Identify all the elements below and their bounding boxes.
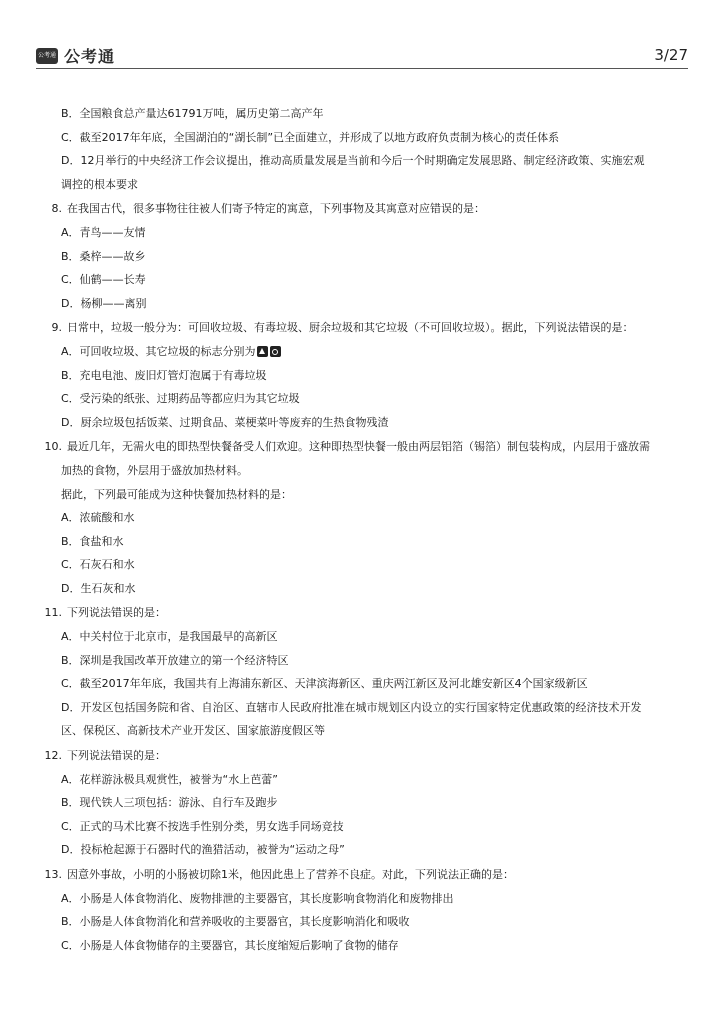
option-line: C．截至2017年年底，我国共有上海浦东新区、天津滨海新区、重庆两江新区及河北雄安新区4个国家级新区 [61, 677, 588, 691]
option-text: A．可回收垃圾、其它垃圾的标志分别为 [61, 344, 256, 358]
option-line: C．截至2017年年底，全国湖泊的“湖长制”已全面建立，并形成了以地方政府负责制为核心的责任体系 [61, 130, 560, 144]
question-number: 8. [51, 202, 62, 216]
question-number: 9. [51, 321, 62, 335]
header-divider [36, 68, 688, 69]
option-line: C．石灰石和水 [61, 558, 135, 572]
option-line: 调控的根本要求 [61, 177, 138, 191]
question-number: 12. [44, 749, 62, 763]
question-stem-continued: 据此，下列最可能成为这种快餐加热材料的是： [61, 487, 292, 501]
option-line: B．全国粮食总产量达61791万吨，属历史第二高产年 [61, 107, 324, 120]
page-number: 3/27 [654, 46, 688, 64]
question-number: 11. [44, 606, 62, 620]
option-line: C．正式的马术比赛不按选手性别分类，男女选手同场竞技 [61, 819, 344, 833]
option-line: B．桑梓——故乡 [61, 249, 146, 263]
option-line: A．浓硫酸和水 [61, 511, 135, 525]
option-line: A．青鸟——友情 [61, 225, 146, 239]
question-stem: 在我国古代，很多事物往往被人们寄予特定的寓意，下列事物及其寓意对应错误的是： [67, 202, 485, 216]
option-line: C．仙鹤——长寿 [61, 273, 146, 287]
option-line: D．厨余垃圾包括饭菜、过期食品、菜梗菜叶等废弃的生热食物残渣 [61, 415, 389, 429]
question-stem: 下列说法错误的是： [67, 749, 166, 763]
option-line: D．开发区包括国务院和省、自治区、直辖市人民政府批准在城市规划区内设立的实行国家特定优惠政策的经济技术开发 [61, 700, 642, 714]
question-number: 13. [44, 868, 62, 881]
question-12 [38, 744, 690, 768]
question-13 [38, 863, 690, 887]
question-number: 10. [44, 440, 62, 454]
option-line: 区、保税区、高新技术产业开发区、国家旅游度假区等 [61, 724, 325, 738]
question-10 [38, 435, 690, 459]
option-line: B．食盐和水 [61, 534, 124, 548]
question-stem: 因意外事故，小明的小肠被切除1米，他因此患上了营养不良症。对此，下列说法正确的是： [67, 868, 514, 881]
option-line: D．生石灰和水 [61, 581, 136, 595]
other-waste-icon [270, 346, 281, 357]
option-line: C．小肠是人体食物储存的主要器官，其长度缩短后影响了食物的储存 [61, 938, 399, 952]
option-line: A．中关村位于北京市，是我国最早的高新区 [61, 630, 278, 644]
option-line: D．投标枪起源于石器时代的渔猎活动，被誉为“运动之母” [61, 843, 345, 857]
question-stem-continued: 加热的食物，外层用于盛放加热材料。 [61, 463, 248, 477]
recycle-icon [257, 346, 268, 357]
question-stem: 最近几年，无需火电的即热型快餐备受人们欢迎。这种即热型快餐一般由两层铝箔（锡箔）制包装构成，内层用于盛放需 [67, 440, 650, 454]
option-line: D．杨柳——离别 [61, 296, 147, 310]
option-line: B．充电电池、废旧灯管灯泡属于有毒垃圾 [61, 368, 267, 382]
option-line: A．花样游泳极具观赏性，被誉为“水上芭蕾” [61, 772, 278, 786]
question-content [38, 102, 690, 957]
option-line: C．受污染的纸张、过期药品等都应归为其它垃圾 [61, 392, 300, 406]
option-line [38, 340, 690, 364]
logo-text: 公考通 [64, 47, 116, 66]
option-line: B．现代铁人三项包括：游泳、自行车及跑步 [61, 796, 278, 810]
question-9 [38, 316, 690, 340]
option-line: D．12月举行的中央经济工作会议提出，推动高质量发展是当前和今后一个时期确定发展思路、制定经济政策、实施宏观 [61, 154, 645, 168]
option-line: B．小肠是人体食物消化和营养吸收的主要器官，其长度影响消化和吸收 [61, 915, 410, 929]
question-8 [38, 197, 690, 221]
logo [36, 44, 115, 67]
logo-icon: 公考通 [36, 48, 58, 64]
question-stem: 下列说法错误的是： [67, 606, 166, 620]
option-line: A．小肠是人体食物消化、废物排泄的主要器官，其长度影响食物消化和废物排出 [61, 891, 454, 905]
question-stem: 日常中，垃圾一般分为：可回收垃圾、有毒垃圾、厨余垃圾和其它垃圾（不可回收垃圾）。据此，下列说法错误的是： [67, 321, 634, 335]
page-header [36, 44, 688, 66]
question-11 [38, 601, 690, 625]
option-line: B．深圳是我国改革开放建立的第一个经济特区 [61, 653, 289, 667]
